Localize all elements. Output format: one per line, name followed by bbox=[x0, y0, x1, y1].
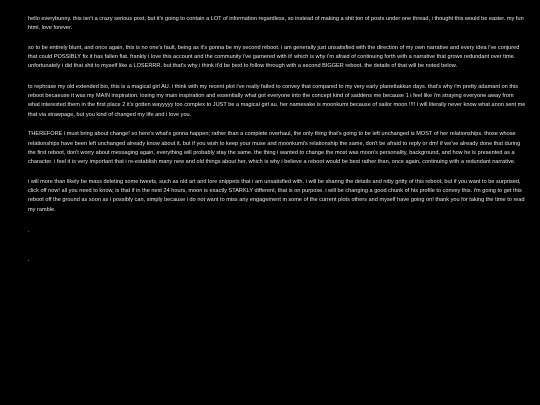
trailing-dot: . bbox=[28, 257, 30, 264]
paragraph-intro: hello everybunny. this isn't a crazy serious post, but it's going to contain a LOT of information regardless, so instead of making a shit ton of posts under one thread, i thought this would be easier. my fun html. love forever. bbox=[28, 16, 524, 32]
paragraph-change-plan: THEREFORE i must bring about change! so here's what's gonna happen; rather than a complete overhaul, the only thing that's going to be left unchanged is MOST of her relationships. those whose relationships have been left unchanged already know about it, but if you wish to keep your muse and moonkumi's relationship the same, don't be afraid to reply or dm! if we've already done that during the first reboot, don't worry about messaging again, everything will probably stay the same. the thing i wanted to change the most was moon's personality, background, and how he is presented as a character. i feel it is very important that i re-establish many new and old things about her, which is why i believe a reboot would be best rather than, once again, continuing with a redundant narrative. bbox=[28, 131, 521, 166]
paragraph-closing: i will more than likely be mass deleting some tweets, such as old art and lore snippets that i am unsatisfied with. i will be sharing the details and nitty gritty of this reboot, but if you want to be surprised, click off now! all you need to know, is that if in the next 24 hours, moon is exactly STARKLY different, that is on purpose. i will be changing a good chunk of his profile to convey this. i'm going to get this reboot off the ground as soon as i possibly can, simply because i do not want to miss any engagement in some of the current plots others and myself have going on! thank you for taking the time to read my ramble. bbox=[28, 178, 525, 213]
trailing-dot: . bbox=[28, 227, 30, 234]
paragraph-magical-girl-au: to rephrase my old extended bio, this is a magical girl AU. i think with my recent plot i've really failed to convey that compared to my very early planettakkun days. that's why i'm pretty adamant on this reboot becaeuse it was my MAIN inspiration. losing my main inspiration and essentially what got everyone into the concept kind of saddens me because 1 i feel like i'm straying everyone away from what interested them in the first place 2 it's gotten wayyyyy too complex to JUST be a magical girl au. her namesake is moonkumi because of sailor moon !!!! i will literally never know what anon sent me that via strawpage, but you kind of changed my life and i love you. bbox=[28, 83, 526, 118]
paragraph-reboot-reason: so to be entirely blunt, and once again, this is no one's fault, being as it's gonna be my second reboot. i am generally just unsatisfied with the direction of my own narrative and every idea i've conjured that could POSSIBLY fix it has fallen flat. frankly i love this account and the community i've garnered with it! which is why i'm afraid of continuing forth with a narrative that grows redundant over time. unfortunately i did that shit to myself like a LOSERRR. but that's why i think it'd be best to follow through with a second BIGGER reboot. the details of that will be noted below. bbox=[28, 44, 520, 70]
